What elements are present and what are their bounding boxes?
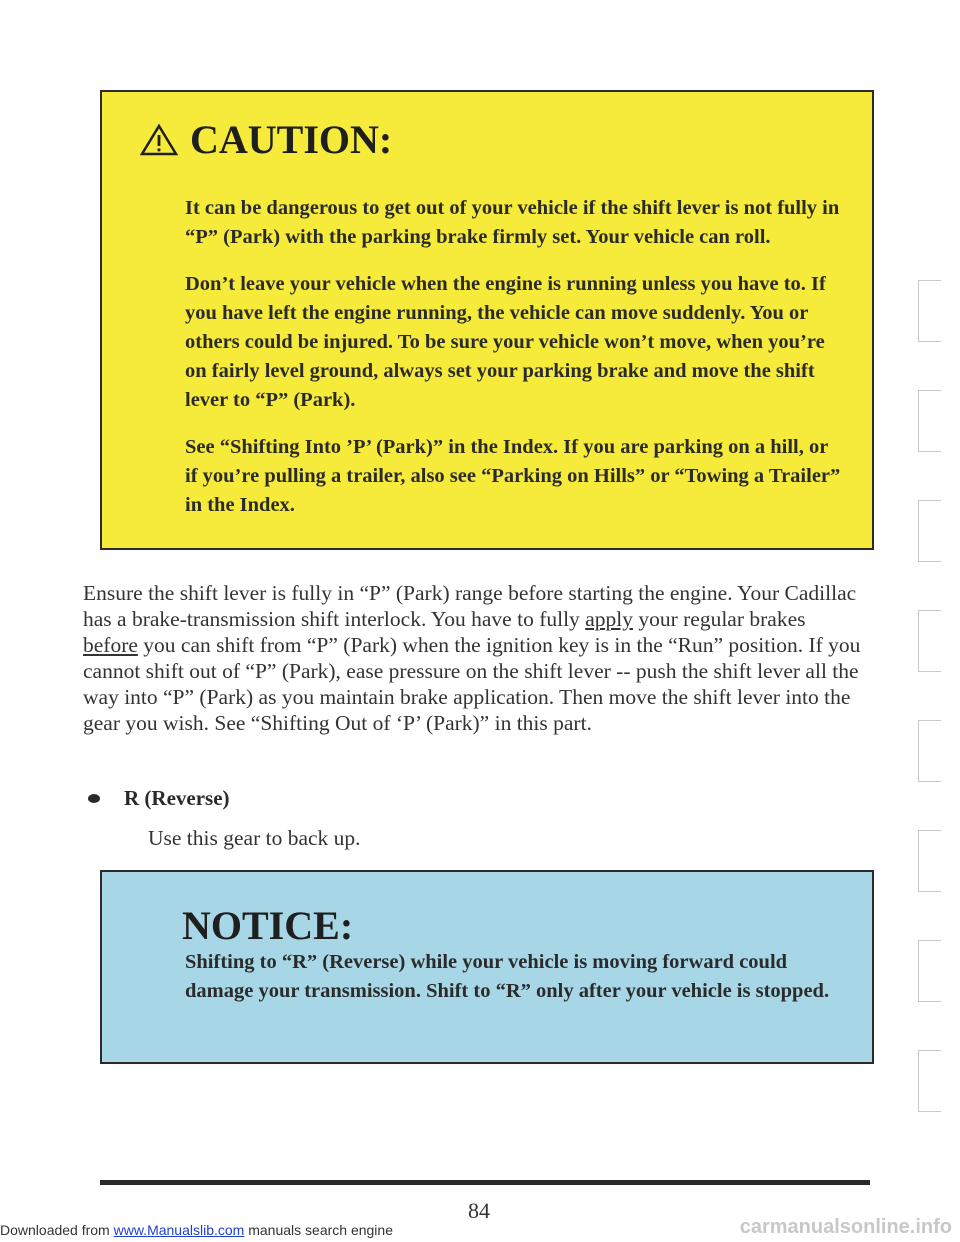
caution-paragraph: It can be dangerous to get out of your vehicle if the shift lever is not fully in “P” (Park) with the parking brake firmly set. Your vehicle can roll. <box>185 197 840 248</box>
body-text-run: Ensure the shift lever is fully in “P” (Park) range before starting the engine. Your Cadillac has a brake-transmission shift interlock. You have to fully <box>83 581 857 631</box>
page-number: 84 <box>468 1198 490 1223</box>
caution-title-text: CAUTION: <box>190 117 393 162</box>
caution-paragraph: See “Shifting Into ’P’ (Park)” in the Index. If you are parking on a hill, or if you’re pulling a trailer, also see “Parking on Hills” or “Towing a Trailer” in the Index. <box>185 436 841 516</box>
underlined-word: apply <box>585 607 633 631</box>
bullet-icon <box>88 794 100 803</box>
footer-rule <box>100 1180 870 1185</box>
caution-box <box>100 90 874 550</box>
reverse-heading <box>88 786 230 811</box>
body-text <box>83 580 863 736</box>
body-paragraph <box>83 580 863 736</box>
reverse-heading-text: R (Reverse) <box>124 786 230 810</box>
reverse-description: Use this gear to back up. <box>148 826 361 850</box>
warning-triangle-icon <box>140 124 178 156</box>
notice-box <box>100 870 874 1064</box>
manualslib-link[interactable]: www.Manualslib.com <box>113 1222 245 1238</box>
download-banner <box>0 1222 393 1238</box>
caution-body <box>185 194 845 538</box>
body-text-run: you can shift from “P” (Park) when the ignition key is in the “Run” position. If you cannot shift out of “P” (Park), ease pressure on the shift lever -- push the shift lever all the way into “P” (Park) as you maintain brake application. Then move the shift lever into the gear you wish. See “Shifting Out of ‘P’ (Park)” in this part. <box>83 633 861 735</box>
notice-body: Shifting to “R” (Reverse) while your vehicle is moving forward could damage your transmission. Shift to “R” only after your vehicle is stopped. <box>185 951 830 1002</box>
notice-heading: NOTICE: <box>182 903 354 948</box>
banner-suffix: manuals search engine <box>244 1222 393 1238</box>
caution-paragraph: Don’t leave your vehicle when the engine is running unless you have to. If you have left the engine running, the vehicle can move suddenly. You or others could be injured. To be sure your vehicle won’t move, when you’re on fairly level ground, always set your parking brake and move the shift lever to “P” (Park). <box>185 273 826 411</box>
banner-prefix: Downloaded from <box>0 1222 114 1238</box>
caution-heading <box>140 116 392 163</box>
watermark: carmanualsonline.info <box>739 1216 952 1238</box>
body-text-run: your regular brakes <box>632 607 806 631</box>
section-tab-marks <box>918 280 948 1180</box>
underlined-word: before <box>83 633 138 657</box>
